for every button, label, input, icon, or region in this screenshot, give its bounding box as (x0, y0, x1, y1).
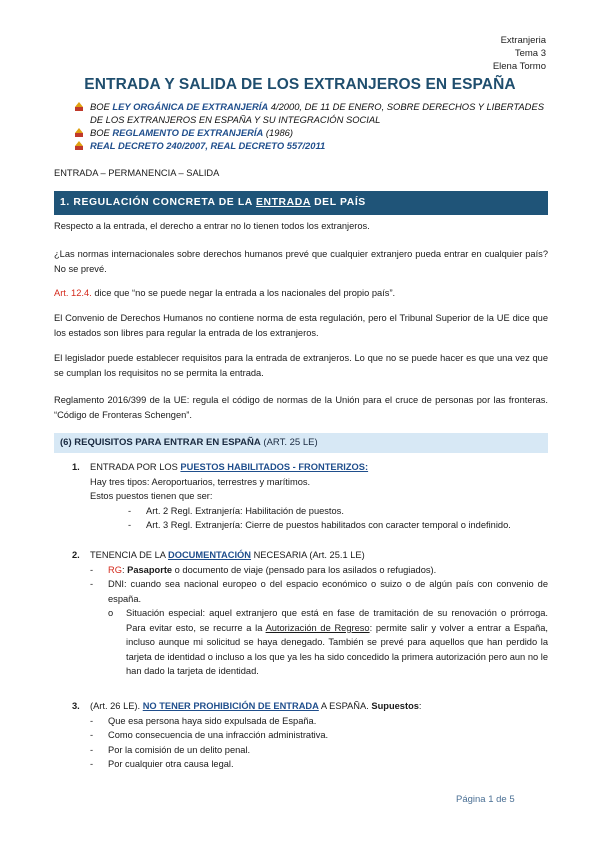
page-title: ENTRADA Y SALIDA DE LOS EXTRANJEROS EN ESPAÑA (84, 76, 516, 93)
header-subject: Extranjeria (500, 35, 546, 46)
paragraph: Reglamento 2016/399 de la UE: regula el código de normas de la Unión para el cruce de personas por las fronteras. “Código de Fronteras Schengen”. (54, 395, 548, 420)
reference-item: REAL DECRETO 240/2007, REAL DECRETO 557/2011 (74, 139, 554, 152)
section-heading-requisitos: (6) REQUISITOS PARA ENTRAR EN ESPAÑA (ART. 25 LE) (54, 433, 548, 453)
sub-item: - Como consecuencia de una infracción administrativa. (90, 730, 329, 740)
item-number: 3. (72, 701, 80, 711)
article-reference: Art. 12.4. (54, 288, 92, 298)
item-number: 2. (72, 550, 80, 560)
paragraph: ¿Las normas internacionales sobre derechos humanos prevé que cualquier extranjero pueda entrar en cualquier país? No se prevé. (54, 249, 548, 274)
topics-line: ENTRADA – PERMANENCIA – SALIDA (54, 168, 220, 178)
page-number: Página 1 de 5 (456, 794, 515, 805)
header-topic: Tema 3 (514, 48, 546, 59)
paragraph: El legislador puede establecer requisitos para la entrada de extranjeros. Lo que no se puede hacer es que una vez que se cumplan los requisitos no se permita la entrada. (54, 353, 548, 378)
paragraph: El Convenio de Derechos Humanos no contiene norma de esta regulación, pero el Tribunal Superior de la UE dice que los estados son libres para regular la entrada de los extranjeros. (54, 313, 548, 338)
sub-item: - Por cualquier otra causa legal. (90, 759, 234, 769)
paragraph: Art. 12.4. dice que “no se puede negar la entrada a los nacionales del propio país”. (54, 288, 396, 298)
bullet-icon (74, 141, 84, 151)
paragraph: Respecto a la entrada, el derecho a entrar no lo tienen todos los extranjeros. (54, 221, 370, 231)
sub-item: - Por la comisión de un delito penal. (90, 744, 251, 755)
header-author: Elena Tormo (492, 61, 546, 72)
bullet-icon (74, 102, 84, 112)
reference-item: BOE LEY ORGÁNICA DE EXTRANJERÍA 4/2000, DE 11 DE ENERO, SOBRE DERECHOS Y LIBERTADES DE LOS EXTRANJEROS EN ESPAÑA Y SU INTEGRACIÓN SOCIAL (74, 100, 554, 126)
section-heading-entrada: 1. REGULACIÓN CONCRETA DE LA ENTRADA DEL PAÍS (54, 191, 548, 215)
sub-item: - DNI: cuando sea nacional europeo o del espacio económico o suizo o de algún país con convenio de españa. (90, 579, 548, 604)
item-number: 1. (72, 462, 80, 472)
document-page: Extranjeria Tema 3 Elena Tormo ENTRADA Y SALIDA DE LOS EXTRANJEROS EN ESPAÑA BOE LEY ORGÁNICA DE EXTRANJERÍA 4/2000, DE 11 DE ENERO, SOBRE DERECHOS Y LIBERTADES DE LOS EXTRANJEROS EN ESPAÑA Y SU INTEGRACIÓN SOCIAL BOE REGLAMENTO DE EXTRANJERÍA (1986) REAL DECRETO 240/2007, REAL DECRETO 557/2011 ENTRADA – PERMANENCIA – SALIDA 1. REGULACIÓN CONCRETA DE LA ENTRADA DEL PAÍS Respecto a la entrada, el derecho a entrar no lo tienen todos los extranjeros. ¿Las normas internacionales sobre derechos humanos prevé que cualquier extranjero pueda entrar en cualquier país? No se prevé. Art. 12.4. dice que “no se puede negar la entrada a los nacionales del propio país”. El Convenio de Derechos Humanos no contiene norma de esta regulación, pero el Tribunal Superior de la UE dice que los estados son libres para regular la entrada de los extranjeros. El legislador puede establecer requisitos para la entrada de extranjeros. Lo que no se puede hacer es que una vez que se cumplan los requisitos no se permita la entrada. Reglamento 2016/399 de la UE: regula el código de normas de la Unión para el cruce de personas por las fronteras. “Código de Fronteras Schengen”. (6) REQUISITOS PARA ENTRAR EN ESPAÑA (ART. 25 LE) 1. ENTRADA POR LOS PUESTOS HABILITADOS - FRONTERIZOS: Hay tres tipos: Aeroportuarios, terrestres y marítimos. Estos puestos tienen que ser: - Art. 2 Regl. Extranjería: Habilitación de puestos. - Art. 3 Regl. Extranjería: Cierre de puestos habilitados con caracter temporal o indefinido. 2. TENENCIA DE LA DOCUMENTACIÓN NECESARIA (Art. 25.1 LE) - RG: Pasaporte o documento de viaje (pensado para los asilados o refugiados). - DNI: cuando sea nacional europeo o del espacio económico o suizo o de algún país con convenio de españa. o Situación especial: aquel extranjero que está en fase de tramitación de su renovación o prórroga. Para evitar esto, se recurre a la Autorización de Regreso: permite salir y volver a entrar a España, incluso aunque mi solicitud se haya denegado. También se prevé para aquellos que han perdido la tarjeta de identidad o incluso a los que ya les ha sido concedido la primera autorización pero aun no le han dado la tarjeta de identidad. 3. (Art. 26 LE). NO TENER PROHIBICIÓN DE ENTRADA A ESPAÑA. Supuestos: - Que esa persona haya sido expulsada de España. - Como consecuencia de una infracción administrativa. - Por la comisión de un delito penal. - Por cualquier otra causa legal. Página 1 de 5 (0, 0, 600, 848)
reference-list (74, 100, 554, 152)
sub-item: - Art. 2 Regl. Extranjería: Habilitación de puestos. (128, 505, 344, 516)
sub-item: - Que esa persona haya sido expulsada de España. (90, 715, 317, 726)
page-header (493, 34, 546, 73)
bullet-icon (74, 128, 84, 138)
sub-item: - RG: Pasaporte o documento de viaje (pensado para los asilados o refugiados). (90, 564, 437, 575)
reference-item: BOE REGLAMENTO DE EXTRANJERÍA (1986) (74, 126, 554, 139)
sub-item: - Art. 3 Regl. Extranjería: Cierre de puestos habilitados con caracter temporal o indefinido. (128, 520, 511, 530)
sub-sub-item: o Situación especial: aquel extranjero que está en fase de tramitación de su renovación o prórroga. Para evitar esto, se recurre a la Autorización de Regreso: permite salir y volver a entrar a España, incluso aunque mi solicitud se haya denegado. También se prevé para aquellos que han perdido la tarjeta de identidad o incluso a los que ya les ha sido concedido la primera autorización pero aun no le han dado la tarjeta de identidad. (108, 608, 548, 676)
